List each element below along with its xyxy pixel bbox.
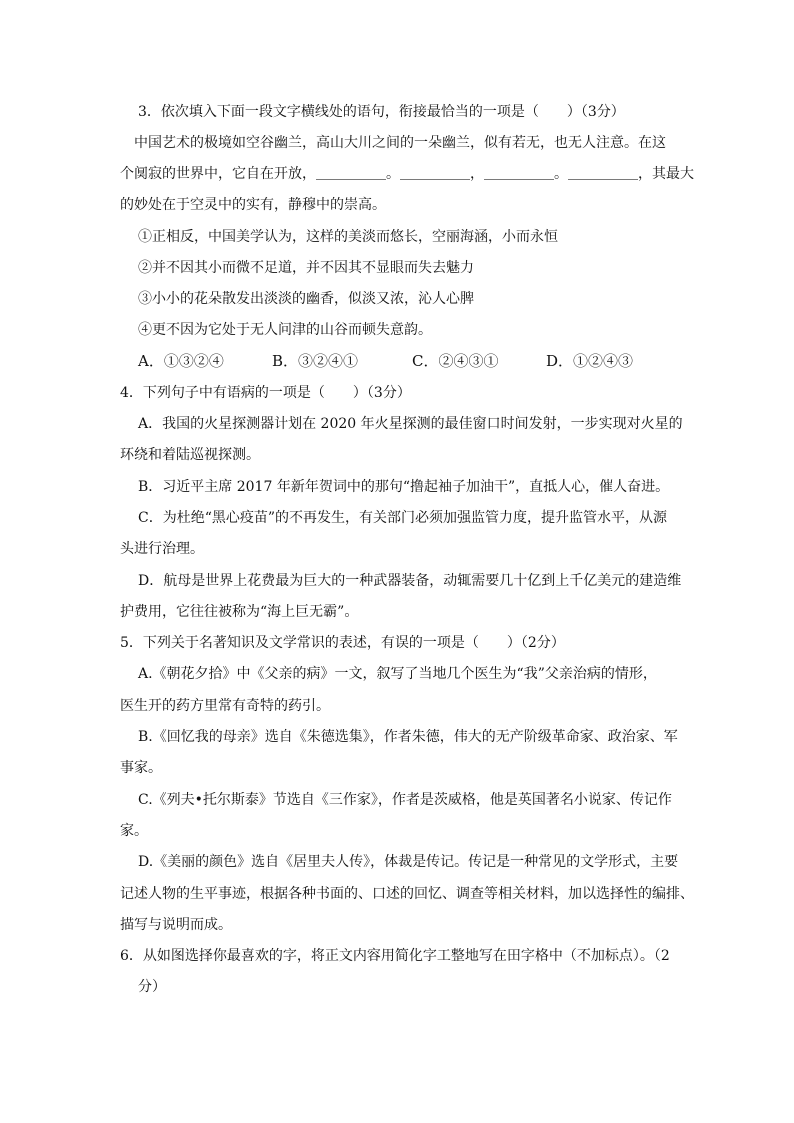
q5-option-d-line-3: 描写与说明而成。 — [120, 917, 232, 933]
q3-item-3: ③小小的花朵散发出淡淡的幽香，似淡又浓，沁人心脾 — [138, 291, 474, 307]
q4-option-d-line-2: 护费用，它往往被称为“海上巨无霸”。 — [120, 604, 359, 620]
q3-item-4: ④更不因为它处于无人问津的山谷而顿失意韵。 — [138, 322, 432, 338]
question-6-stem-line-2: 分） — [138, 979, 166, 995]
q3-item-2: ②并不因其小而微不足道，并不因其不显眼而失去魅力 — [138, 260, 474, 276]
q5-option-d-line-1: D.《美丽的颜色》选自《居里夫人传》，体裁是传记。传记是一种常见的文学形式，主要 — [138, 854, 679, 870]
question-3-stem: 3．依次填入下面一段文字横线处的语句，衔接最恰当的一项是（ ）（3分） — [138, 104, 625, 120]
question-4-stem: 4．下列句子中有语病的一项是（ ）（3分） — [120, 385, 411, 401]
question-6-stem-line-1: 6．从如图选择你最喜欢的字，将正文内容用简化字工整地写在田字格中（不加标点）。（2 — [120, 948, 670, 964]
question-5-stem: 5．下列关于名著知识及文学常识的表述，有误的一项是（ ）（2分） — [120, 635, 565, 651]
q4-option-c-line-2: 头进行治理。 — [120, 541, 204, 557]
q4-option-c-line-1: C．为杜绝“黑心疫苗”的不再发生，有关部门必须加强监管力度，提升监管水平，从源 — [138, 510, 668, 526]
q4-option-d-line-1: D．航母是世界上花费最为巨大的一种武器装备，动辄需要几十亿到上千亿美元的建造维 — [138, 573, 682, 589]
q5-option-c-line-1: C.《列夫•托尔斯泰》节选自《三作家》，作者是茨威格，他是英国著名小说家、传记作 — [138, 792, 672, 808]
q4-option-b: B．习近平主席 2017 年新年贺词中的那句“撸起袖子加油干”，直抵人心，催人奋进。 — [138, 479, 670, 495]
q4-option-a-line-1: A．我国的火星探测器计划在 2020 年火星探测的最佳窗口时间发射，一步实现对火星的 — [138, 416, 683, 432]
q3-passage-line-1: 中国艺术的极境如空谷幽兰，高山大川之间的一朵幽兰，似有若无，也无人注意。在这 — [120, 135, 666, 151]
q5-option-a-line-2: 医生开的药方里常有奇特的药引。 — [120, 698, 330, 714]
q5-option-b-line-1: B.《回忆我的母亲》选自《朱德选集》，作者朱德，伟大的无产阶级革命家、政治家、军 — [138, 729, 678, 745]
q5-option-c-line-2: 家。 — [120, 823, 148, 839]
q4-option-a-line-2: 环绕和着陆巡视探测。 — [120, 447, 260, 463]
q3-option-b: B．③②④① — [272, 352, 359, 370]
q3-option-d: D．①②④③ — [546, 352, 634, 370]
q3-option-c: C．②④③① — [412, 352, 499, 370]
q5-option-b-line-2: 事家。 — [120, 760, 162, 776]
q3-item-1: ①正相反，中国美学认为，这样的美淡而悠长，空丽海涵，小而永恒 — [138, 229, 558, 245]
q3-passage-line-3: 的妙处在于空灵中的实有，静穆中的崇高。 — [120, 197, 386, 213]
q3-passage-line-2: 个阒寂的世界中，它自在开放，＿＿＿＿＿。＿＿＿＿＿，＿＿＿＿＿。＿＿＿＿＿，其最大 — [120, 166, 694, 182]
q5-option-a-line-1: A.《朝花夕拾》中《父亲的病》一文，叙写了当地几个医生为“我”父亲治病的情形， — [138, 666, 657, 682]
q5-option-d-line-2: 记述人物的生平事迹，根据各种书面的、口述的回忆、调查等相关材料，加以选择性的编排、 — [120, 886, 694, 902]
q3-option-a: A．①③②④ — [138, 352, 224, 370]
